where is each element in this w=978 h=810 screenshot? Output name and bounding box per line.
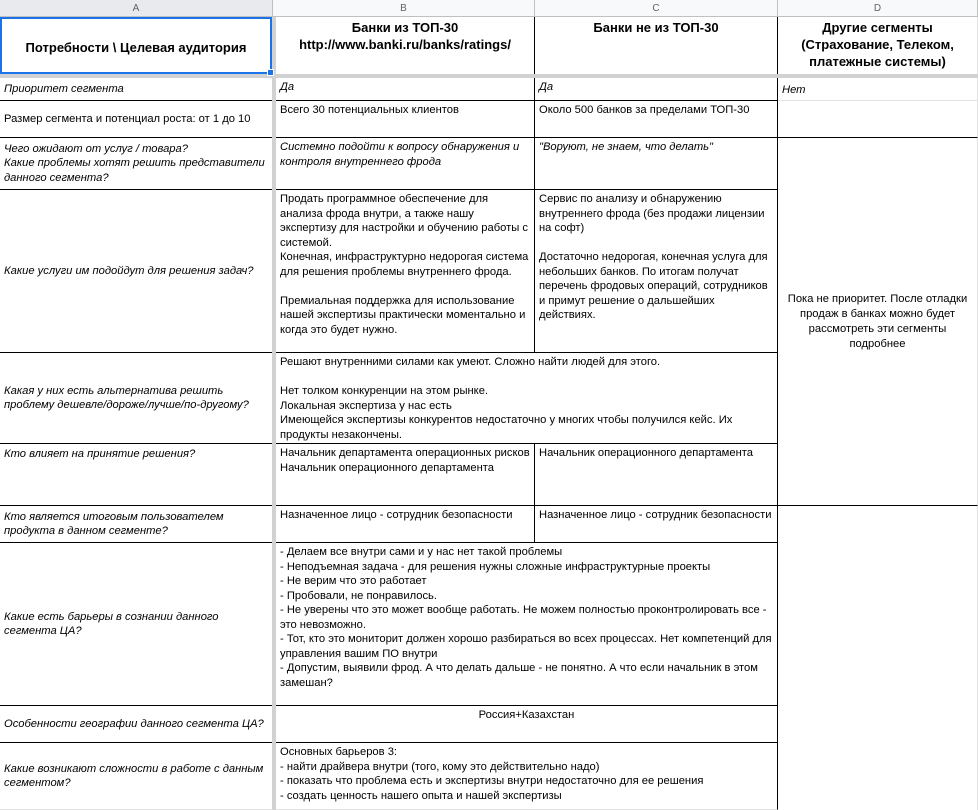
cell-size-top30[interactable]: Всего 30 потенциальных клиентов — [276, 101, 535, 138]
cell-decision-makers-top30[interactable]: Начальник департамента операционных рисков Начальник операционного департамента — [276, 444, 535, 506]
cell-end-users-top30[interactable]: Назначенное лицо - сотрудник безопасности — [276, 506, 535, 543]
cell-priority-top30[interactable]: Да — [276, 78, 535, 101]
cell-alternatives[interactable]: Решают внутренними силами как умеют. Сложно найти людей для этого. Нет толком конкуренции на этом рынке. Локальная экспертиза у нас есть Имеющейся экспертизы конкурентов недостаточно у многих чтобы получился кейс. Их продукты незакончены. — [276, 353, 778, 444]
header-cell-needs[interactable]: Потребности \ Целевая аудитория — [0, 17, 273, 78]
column-header-a[interactable]: A — [0, 0, 273, 17]
cell-other-segments-empty[interactable] — [778, 506, 978, 810]
cell-other-segments-note[interactable]: Пока не приоритет. После отладки продаж в банках можно будет рассмотреть эти сегменты подробнее — [778, 138, 978, 506]
cell-size-not-top30[interactable]: Около 500 банков за пределами ТОП-30 — [535, 101, 778, 138]
cell-size-other[interactable] — [778, 101, 978, 138]
column-header-b[interactable]: B — [273, 0, 535, 17]
cell-difficulties[interactable]: Основных барьеров 3: - найти драйвера внутри (того, кому это действительно надо) - показать что проблема есть и экспертизы внутри недостаточно для ее решения - создать ценность нашего опыта и нашей экспертизы — [276, 743, 778, 810]
frozen-column-divider[interactable] — [272, 17, 276, 810]
column-header-d[interactable]: D — [778, 0, 978, 17]
row-label-services[interactable]: Какие услуги им подойдут для решения задач? — [0, 190, 273, 353]
cell-geography[interactable]: Россия+Казахстан — [276, 706, 778, 743]
column-header-c[interactable]: C — [535, 0, 778, 17]
cell-decision-makers-not-top30[interactable]: Начальник операционного департамента — [535, 444, 778, 506]
header-cell-not-top30[interactable]: Банки не из ТОП-30 — [535, 17, 778, 78]
cell-services-not-top30[interactable]: Сервис по анализу и обнаружению внутреннего фрода (без продажи лицензии на софт) Достаточно недорогая, конечная услуга для небольших банков. По итогам получат перечень фродовых операций, сотрудников и примут решение о дальшейших действиях. — [535, 190, 778, 353]
header-cell-top30[interactable]: Банки из ТОП-30 http://www.banki.ru/banks/ratings/ — [276, 17, 535, 78]
cell-priority-other[interactable]: Нет — [778, 78, 978, 101]
header-cell-other-segments[interactable]: Другие сегменты (Страхование, Телеком, платежные системы) — [778, 17, 978, 78]
row-label-expectations[interactable]: Чего ожидают от услуг / товара? Какие проблемы хотят решить представители данного сегмента? — [0, 138, 273, 190]
frozen-row-divider[interactable] — [0, 74, 978, 78]
row-label-end-users[interactable]: Кто является итоговым пользователем продукта в данном сегменте? — [0, 506, 273, 543]
row-label-priority[interactable]: Приоритет сегмента — [0, 78, 273, 101]
row-label-difficulties[interactable]: Какие возникают сложности в работе с данным сегментом? — [0, 743, 273, 810]
cell-end-users-not-top30[interactable]: Назначенное лицо - сотрудник безопасности — [535, 506, 778, 543]
cell-priority-not-top30[interactable]: Да — [535, 78, 778, 101]
cell-expectations-not-top30[interactable]: "Воруют, не знаем, что делать" — [535, 138, 778, 190]
row-label-geography[interactable]: Особенности географии данного сегмента ЦА? — [0, 706, 273, 743]
selection-fill-handle[interactable] — [267, 69, 274, 76]
cell-barriers[interactable]: - Делаем все внутри сами и у нас нет такой проблемы - Неподъемная задача - для решения нужны сложные инфраструктурные проекты - Не верим что это работает - Пробовали, не понравилось. - Не уверены что это может вообще работать. Не можем полностью проконтролировать все - это невозможно. - Тот, кто это мониторит должен хорошо разбираться во всех процессах. Нет компетенций для управления вашим ПО внутри - Допустим, выявили фрод. А что делать дальше - не понятно. А что если начальник в этом замешан? — [276, 543, 778, 706]
row-label-alternatives[interactable]: Какая у них есть альтернатива решить проблему дешевле/дороже/лучше/по-другому? — [0, 353, 273, 444]
cell-services-top30[interactable]: Продать программное обеспечение для анализа фрода внутри, а также нашу экспертизу для настройки и обучению работы с системой. Конечная, инфраструктурно недорогая система для решения проблемы внутреннего фрода. Премиальная поддержка для использование нашей экспертизы практически моментально и когда это будет нужно. — [276, 190, 535, 353]
cell-expectations-top30[interactable]: Системно подойти к вопросу обнаружения и контроля внутреннего фрода — [276, 138, 535, 190]
row-label-barriers[interactable]: Какие есть барьеры в сознании данного сегмента ЦА? — [0, 543, 273, 706]
row-label-segment-size[interactable]: Размер сегмента и потенциал роста: от 1 до 10 — [0, 101, 273, 138]
row-label-decision-makers[interactable]: Кто влияет на принятие решения? — [0, 444, 273, 506]
